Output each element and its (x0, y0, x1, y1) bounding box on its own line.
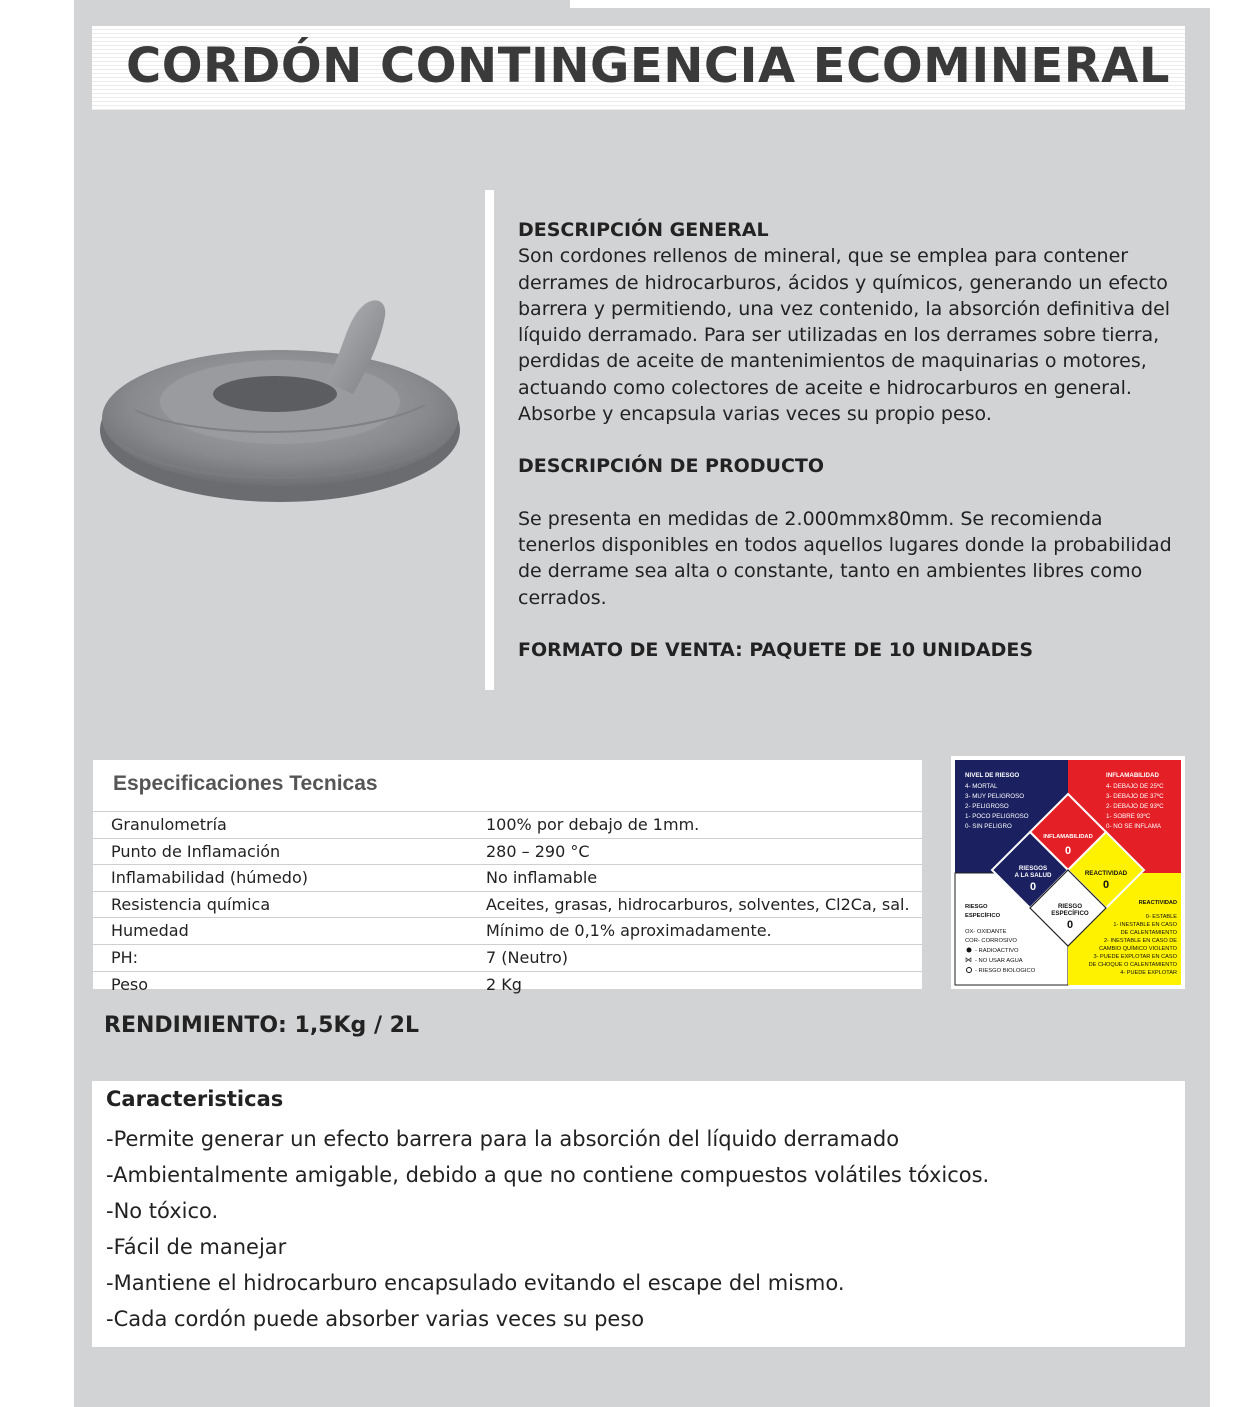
feature-item: -Permite generar un efecto barrera para la absorción del líquido derramado (106, 1127, 900, 1151)
spec-value: 2 Kg (486, 974, 522, 994)
diamond-red-value: 0 (1064, 845, 1072, 857)
feature-item: -Mantiene el hidrocarburo encapsulado evitando el escape del mismo. (106, 1271, 845, 1295)
feature-item: -Ambientalmente amigable, debido a que no contiene compuestos volátiles tóxicos. (106, 1163, 990, 1187)
spec-key: Punto de Inflamación (111, 841, 281, 861)
spec-value: 280 – 290 °C (486, 841, 590, 861)
top-notch (570, 0, 1210, 8)
nfpa-hazard-diamond-panel (951, 756, 1185, 989)
diamond-yellow-value: 0 (1102, 879, 1110, 891)
nfpa-red-item: 2- DEBAJO DE 93ºC (1106, 803, 1164, 810)
nfpa-yellow-item: 3- PUEDE EXPLOTAR EN CASO (1093, 954, 1177, 960)
spec-key: Humedad (111, 921, 189, 941)
product-image (95, 290, 475, 510)
nfpa-yellow-item: 4- PUEDE EXPLOTAR (1120, 970, 1177, 976)
nfpa-yellow-title: REACTIVIDAD (1138, 900, 1177, 906)
spec-value: 100% por debajo de 1mm. (486, 815, 700, 834)
features-list (106, 1121, 989, 1337)
nfpa-blue-item: 4- MORTAL (965, 783, 998, 790)
feature-item: -Fácil de manejar (106, 1235, 287, 1259)
nfpa-yellow-item: DE CALENTAMIENTO (1120, 930, 1177, 936)
general-description-heading: DESCRIPCIÓN GENERAL (518, 219, 769, 241)
nfpa-blue-item: 2- PELIGROSO (965, 803, 1009, 810)
nfpa-red-title: INFLAMABILIDAD (1106, 772, 1159, 779)
specs-row (93, 811, 922, 838)
specs-row (93, 944, 922, 971)
spec-key: PH: (111, 947, 139, 967)
nfpa-white-item: OX- OXIDANTE (965, 929, 1007, 935)
diamond-blue-label: A LA SALUD (1014, 872, 1052, 879)
specs-row (93, 838, 922, 865)
nfpa-white-item: - RIESGO BIOLOGICO (975, 968, 1036, 974)
specs-row (93, 917, 922, 944)
diamond-red-label: INFLAMABILIDAD (1043, 834, 1093, 840)
specs-table (93, 811, 922, 997)
spec-key: Peso (111, 974, 149, 994)
diamond-white-label: RIESGO (1057, 903, 1083, 910)
radioactive-icon (967, 948, 972, 953)
nfpa-red-item: 3- DEBAJO DE 37ºC (1106, 793, 1164, 800)
diamond-blue-label: RIESGOS (1018, 865, 1048, 872)
nfpa-blue-title: NIVEL DE RIESGO (965, 772, 1020, 779)
nfpa-yellow-item: CAMBIO QUÍMICO VIOLENTO (1099, 946, 1177, 952)
description-column (518, 217, 1178, 663)
nfpa-yellow-item: DE CHOQUE O CALENTAMIENTO (1088, 962, 1177, 968)
nfpa-blue-item: 3- MUY PELIGROSO (965, 793, 1025, 800)
product-description-heading: DESCRIPCIÓN DE PRODUCTO (518, 455, 825, 478)
nfpa-white-title: ESPECÍFICO (965, 913, 1001, 919)
page-title: CORDÓN CONTINGENCIA ECOMINERAL (126, 38, 1170, 94)
nfpa-red-item: 4- DEBAJO DE 25ºC (1106, 783, 1164, 790)
specs-title: Especificaciones Tecnicas (113, 772, 378, 795)
specs-panel (93, 760, 922, 994)
spec-key: Resistencia química (111, 894, 271, 914)
yield-label: RENDIMIENTO: 1,5Kg / 2L (104, 1013, 419, 1038)
features-title: Caracteristicas (106, 1087, 284, 1111)
spec-value: 7 (Neutro) (486, 947, 568, 967)
nfpa-red-item: 0- NO SE INFLAMA (1106, 823, 1162, 830)
nfpa-yellow-item: 0- ESTABLE (1145, 914, 1177, 920)
spec-value: No inflamable (486, 868, 598, 888)
feature-item: -Cada cordón puede absorber varias veces su peso (106, 1307, 645, 1331)
nfpa-blue-item: 0- SIN PELIGRO (965, 823, 1012, 830)
features-panel (92, 1081, 1185, 1347)
vertical-divider (485, 190, 494, 690)
spec-value: Aceites, grasas, hidrocarburos, solventes, Cl2Ca, sal. (486, 894, 910, 914)
product-description-text: Se presenta en medidas de 2.000mmx80mm. Se recomienda tenerlos disponibles en todos aquellos lugares donde la probabilidad de derrame sea alta o constante, tanto en ambientes libres como cerrados. (518, 507, 1172, 609)
general-description-text: Son cordones rellenos de mineral, que se emplea para contener derrames de hidrocarburos, ácidos y químicos, generando un efecto barrera y permitiendo, una vez contenido, la absorción definitiva del líquido derramado. Para ser utilizadas en los derrames sobre tierra, perdidas de aceite de mantenimientos de maquinarias o motores, actuando como colectores de aceite e hidrocarburos en general. Absorbe y encapsula varias veces su propio peso. (518, 245, 1171, 426)
nfpa-white-item: - RADIOACTIVO (975, 948, 1019, 954)
diamond-white-label: ESPECÍFICO (1051, 910, 1089, 917)
nfpa-blue-item: 1- POCO PELIGROSO (965, 813, 1029, 820)
spec-value: Mínimo de 0,1% aproximadamente. (486, 921, 772, 941)
title-banner (92, 26, 1185, 110)
nfpa-yellow-item: 2- INESTABLE EN CASO DE (1104, 938, 1177, 944)
feature-item: -No tóxico. (106, 1199, 219, 1223)
spec-key: Granulometría (111, 815, 227, 834)
nfpa-white-item: COR- CORROSIVO (965, 938, 1017, 944)
water-icon: ⋈ (965, 957, 972, 964)
diamond-yellow-label: REACTIVIDAD (1084, 870, 1128, 877)
nfpa-white-item: - NO USAR AGUA (975, 958, 1023, 964)
diamond-white-value: 0 (1066, 919, 1074, 931)
diamond-blue-value: 0 (1029, 881, 1037, 893)
nfpa-yellow-item: 1- INESTABLE EN CASO (1113, 922, 1177, 928)
specs-row (93, 864, 922, 891)
specs-row (93, 971, 922, 998)
spec-key: Inflamabilidad (húmedo) (111, 868, 308, 888)
nfpa-red-item: 1- SOBRE 93ºC (1106, 813, 1151, 820)
nfpa-white-title: RIESGO (965, 904, 988, 910)
specs-row (93, 891, 922, 918)
sale-format: FORMATO DE VENTA: PAQUETE DE 10 UNIDADES (518, 638, 1034, 661)
